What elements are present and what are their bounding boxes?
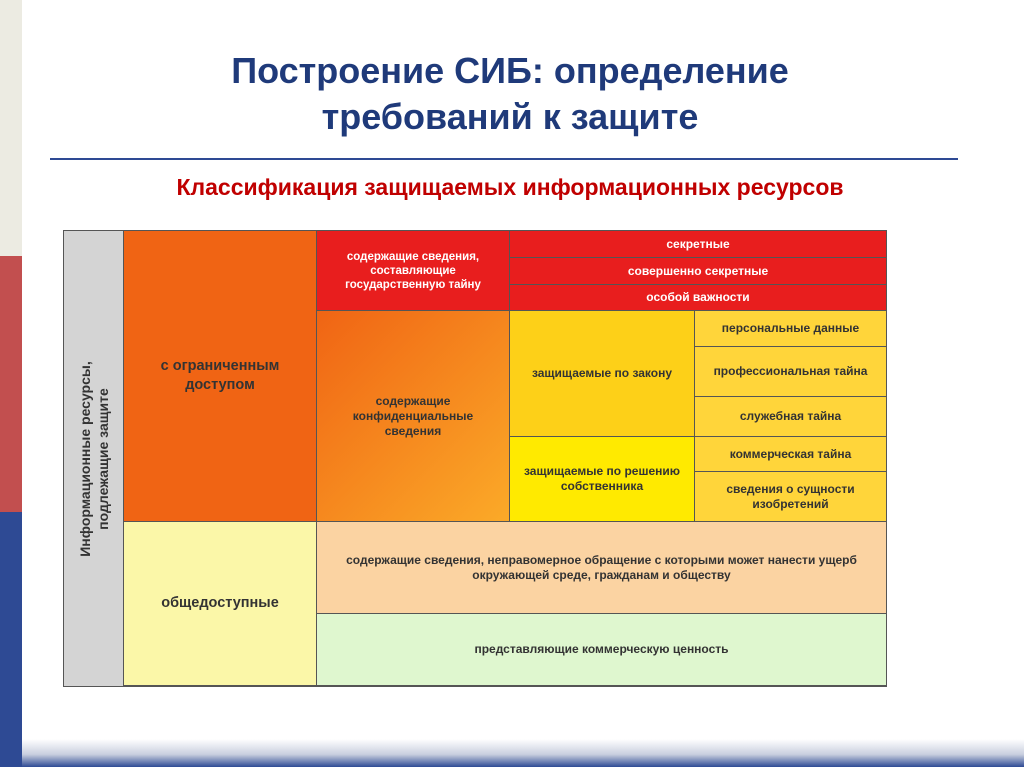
side-header-line-2: подлежащие защите <box>94 387 111 530</box>
public-access-cell: общедоступные <box>124 522 317 686</box>
confidential-cell: содержащие конфиденциальные сведения <box>317 311 510 522</box>
invention-essence-cell: сведения о сущности изобретений <box>695 472 887 522</box>
protected-by-owner-cell: защищаемые по решению собственника <box>510 437 695 522</box>
slide-title-line-1: Построение СИБ: определение <box>231 50 789 91</box>
side-stripe-bottom <box>0 512 22 767</box>
commercial-value-cell: представляющие коммерческую ценность <box>317 614 887 686</box>
slide-title-line-2: требований к защите <box>321 96 699 137</box>
classification-diagram <box>63 230 887 687</box>
side-stripe-top <box>0 0 22 256</box>
personal-data-cell: персональные данные <box>695 311 887 347</box>
title-divider <box>50 158 958 160</box>
side-stripe-middle <box>0 256 22 512</box>
state-secret-cell: содержащие сведения, составляющие государственную тайну <box>317 231 510 311</box>
slide-subtitle: Классификация защищаемых информационных ресурсов <box>176 174 844 200</box>
protected-by-law-cell: защищаемые по закону <box>510 311 695 437</box>
slide-title <box>60 48 960 140</box>
restricted-access-cell: с ограниченным доступом <box>124 231 317 522</box>
side-header-label <box>76 361 112 557</box>
side-header-line-1: Информационные ресурсы, <box>76 360 93 557</box>
footer-gradient-bar <box>22 739 1024 767</box>
side-header-cell <box>64 231 124 686</box>
commercial-secret-cell: коммерческая тайна <box>695 437 887 472</box>
harm-information-cell: содержащие сведения, неправомерное обращение с которыми может нанести ущерб окружающей среде, гражданам и обществу <box>317 522 887 614</box>
secret-level-top-secret: совершенно секретные <box>510 258 887 285</box>
secret-level-special-importance: особой важности <box>510 285 887 311</box>
official-secret-cell: служебная тайна <box>695 397 887 437</box>
professional-secret-cell: профессиональная тайна <box>695 347 887 397</box>
secret-level-secret: секретные <box>510 231 887 258</box>
